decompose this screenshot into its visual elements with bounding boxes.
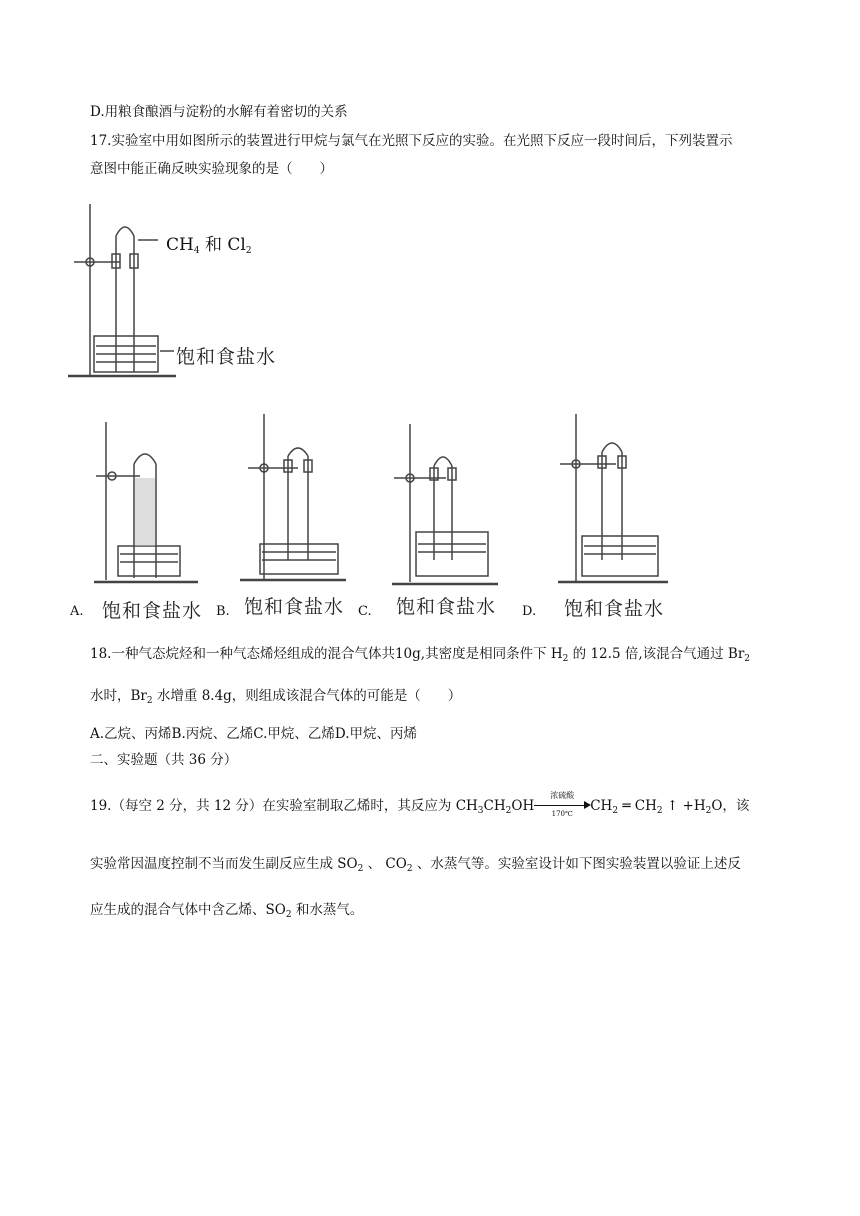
option-a-letter: A. — [70, 604, 84, 619]
option-c-caption: 饱和食盐水 — [396, 596, 497, 618]
q17-stem-line2: 意图中能正确反映实验现象的是（ ） — [90, 161, 333, 177]
q19-stem-line3: 应生成的混合气体中含乙烯、$SO_2$ 和水蒸气。 — [90, 902, 364, 920]
setup-gas-label: $CH_4$ 和 $Cl_2$ — [166, 235, 252, 256]
q19-stem-line1: 19.（每空 2 分，共 12 分）在实验室制取乙烯时，其反应为 $CH_3CH_2OH$ 浓硫酸 170℃ $CH_2$ ═ $CH_2$ ↑ $+H_2O$，该 — [90, 791, 750, 818]
option-d-drawing — [556, 410, 672, 588]
setup-water-label: 饱和食盐水 — [176, 346, 277, 368]
option-b-caption: 饱和食盐水 — [244, 596, 345, 618]
q18-stem-line2: 水时，$Br_2$ 水增重 8.4g，则组成该混合气体的可能是（ ） — [90, 688, 462, 706]
option-d-figure — [556, 410, 672, 588]
q19-stem-line2: 实验常因温度控制不当而发生副反应生成 $SO_2$ 、 $CO_2$ 、水蒸气等。实验室设计如下图实验装置以验证上述反 — [90, 856, 741, 874]
option-b-letter: B. — [216, 604, 230, 619]
option-b-drawing — [238, 410, 350, 586]
reaction-arrow: 浓硫酸 170℃ — [534, 798, 590, 812]
option-c-drawing — [390, 420, 502, 588]
option-c-figure — [390, 420, 502, 588]
option-a-drawing — [92, 418, 202, 586]
q16-option-d: D.用粮食酿酒与淀粉的水解有着密切的关系 — [90, 104, 348, 120]
option-a-figure — [92, 418, 202, 586]
option-d-letter: D. — [522, 604, 537, 619]
option-a-caption: 饱和食盐水 — [102, 600, 203, 622]
q18-options: A.乙烷、丙烯B.丙烷、乙烯C.甲烷、乙烯D.甲烷、丙烯 — [90, 726, 418, 742]
q18-stem-line1: 18.一种气态烷烃和一种气态烯烃组成的混合气体共10g,其密度是相同条件下 $H_2$ 的 12.5 倍,该混合气通过 $Br_2$ — [90, 646, 751, 664]
option-b-figure — [238, 410, 350, 586]
q17-stem-line1: 17.实验室中用如图所示的装置进行甲烷与氯气在光照下反应的实验。在光照下反应一段时间后，下列装置示 — [90, 133, 733, 149]
section-2-title: 二、实验题（共 36 分） — [90, 752, 238, 768]
option-d-caption: 饱和食盐水 — [564, 598, 665, 620]
option-c-letter: C. — [358, 604, 372, 619]
